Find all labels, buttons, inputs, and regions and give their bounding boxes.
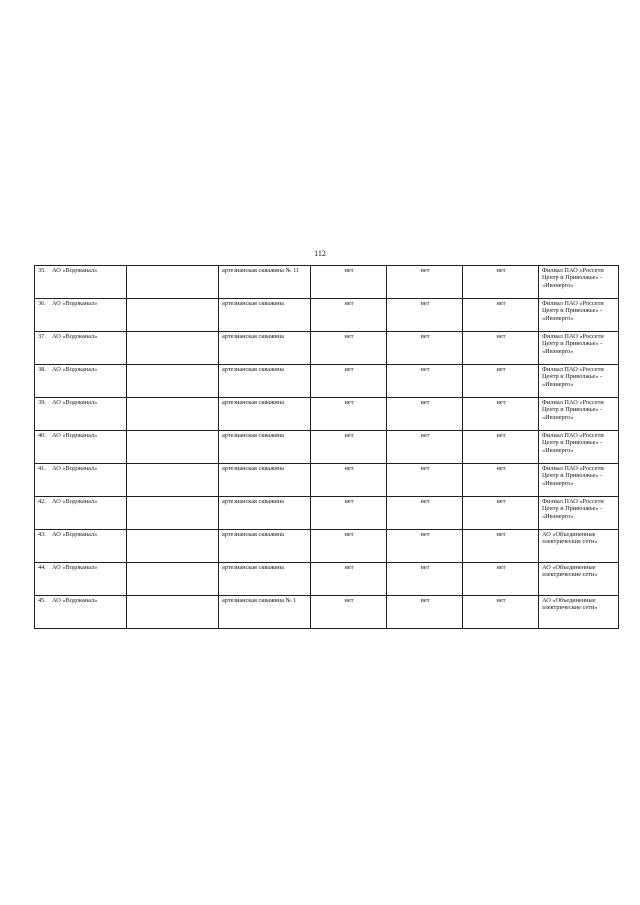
org-cell [35,299,127,332]
object-cell: артезианская скважина [219,332,311,365]
value-cell: нет [387,266,463,299]
object-cell: артезианская скважина [219,431,311,464]
row-number: 35. [38,267,46,274]
owner-cell: Филиал ПАО «Россети Центр и Приволжье» - «Ивэнерго» [539,497,619,530]
row-number: 41. [38,465,46,472]
value-cell: нет [311,431,387,464]
value-cell: нет [311,596,387,629]
value-cell: нет [463,398,539,431]
organization-name: АО «Водоканал» [52,597,98,604]
object-cell: артезианская скважина [219,398,311,431]
value-cell: нет [463,563,539,596]
value-cell: нет [463,332,539,365]
value-cell: нет [387,596,463,629]
owner-cell: Филиал ПАО «Россети Центр и Приволжье» - «Ивэнерго» [539,398,619,431]
row-number: 38. [38,366,46,373]
owner-cell: Филиал ПАО «Россети Центр и Приволжье» - «Ивэнерго» [539,464,619,497]
organization-name: АО «Водоканал» [52,267,98,274]
empty-cell [127,596,219,629]
value-cell: нет [463,299,539,332]
empty-cell [127,365,219,398]
page-number: 112 [314,249,326,258]
value-cell: нет [311,398,387,431]
row-number: 44. [38,564,46,571]
value-cell: нет [387,497,463,530]
value-cell: нет [463,464,539,497]
value-cell: нет [387,530,463,563]
row-number: 43. [38,531,46,538]
table-row [35,497,619,530]
value-cell: нет [387,398,463,431]
org-cell [35,563,127,596]
table-row [35,431,619,464]
org-cell [35,332,127,365]
organization-name: АО «Водоканал» [52,465,98,472]
row-number: 40. [38,432,46,439]
value-cell: нет [311,299,387,332]
object-cell: артезианская скважина [219,464,311,497]
org-cell [35,464,127,497]
organization-name: АО «Водоканал» [52,564,98,571]
owner-cell: Филиал ПАО «Россети Центр и Приволжье» - «Ивэнерго» [539,365,619,398]
organization-name: АО «Водоканал» [52,300,98,307]
value-cell: нет [387,431,463,464]
empty-cell [127,464,219,497]
organization-name: АО «Водоканал» [52,432,98,439]
value-cell: нет [311,497,387,530]
register-table-body [35,266,619,629]
empty-cell [127,530,219,563]
object-cell: артезианская скважина [219,497,311,530]
value-cell: нет [387,332,463,365]
empty-cell [127,497,219,530]
value-cell: нет [463,530,539,563]
value-cell: нет [311,563,387,596]
value-cell: нет [463,266,539,299]
organization-name: АО «Водоканал» [52,498,98,505]
value-cell: нет [463,365,539,398]
object-cell: артезианская скважина [219,365,311,398]
register-table [34,265,619,629]
table-row [35,596,619,629]
value-cell: нет [387,563,463,596]
org-cell [35,398,127,431]
table-row [35,332,619,365]
table-row [35,563,619,596]
owner-cell: Филиал ПАО «Россети Центр и Приволжье» - «Ивэнерго» [539,266,619,299]
owner-cell: Филиал ПАО «Россети Центр и Приволжье» - «Ивэнерго» [539,299,619,332]
value-cell: нет [387,464,463,497]
value-cell: нет [463,497,539,530]
empty-cell [127,299,219,332]
org-cell [35,497,127,530]
table-row [35,398,619,431]
organization-name: АО «Водоканал» [52,399,98,406]
value-cell: нет [463,596,539,629]
organization-name: АО «Водоканал» [52,366,98,373]
value-cell: нет [311,530,387,563]
owner-cell: АО «Объединенные электрические сети» [539,596,619,629]
object-cell: артезианская скважина [219,563,311,596]
owner-cell: АО «Объединенные электрические сети» [539,563,619,596]
row-number: 36. [38,300,46,307]
owner-cell: АО «Объединенные электрические сети» [539,530,619,563]
object-cell: артезианская скважина № 11 [219,266,311,299]
owner-cell: Филиал ПАО «Россети Центр и Приволжье» - «Ивэнерго» [539,332,619,365]
value-cell: нет [311,332,387,365]
value-cell: нет [463,431,539,464]
value-cell: нет [387,365,463,398]
value-cell: нет [311,266,387,299]
row-number: 45. [38,597,46,604]
empty-cell [127,266,219,299]
row-number: 37. [38,333,46,340]
object-cell: артезианская скважина № 1 [219,596,311,629]
empty-cell [127,563,219,596]
organization-name: АО «Водоканал» [52,531,98,538]
table-row [35,530,619,563]
value-cell: нет [311,464,387,497]
org-cell [35,431,127,464]
empty-cell [127,398,219,431]
object-cell: артезианская скважина [219,299,311,332]
empty-cell [127,431,219,464]
organization-name: АО «Водоканал» [52,333,98,340]
table-row [35,266,619,299]
row-number: 39. [38,399,46,406]
empty-cell [127,332,219,365]
value-cell: нет [387,299,463,332]
row-number: 42. [38,498,46,505]
org-cell [35,365,127,398]
org-cell [35,596,127,629]
object-cell: артезианская скважина [219,530,311,563]
org-cell [35,266,127,299]
org-cell [35,530,127,563]
table-row [35,299,619,332]
table-row [35,365,619,398]
owner-cell: Филиал ПАО «Россети Центр и Приволжье» - «Ивэнерго» [539,431,619,464]
value-cell: нет [311,365,387,398]
table-row [35,464,619,497]
